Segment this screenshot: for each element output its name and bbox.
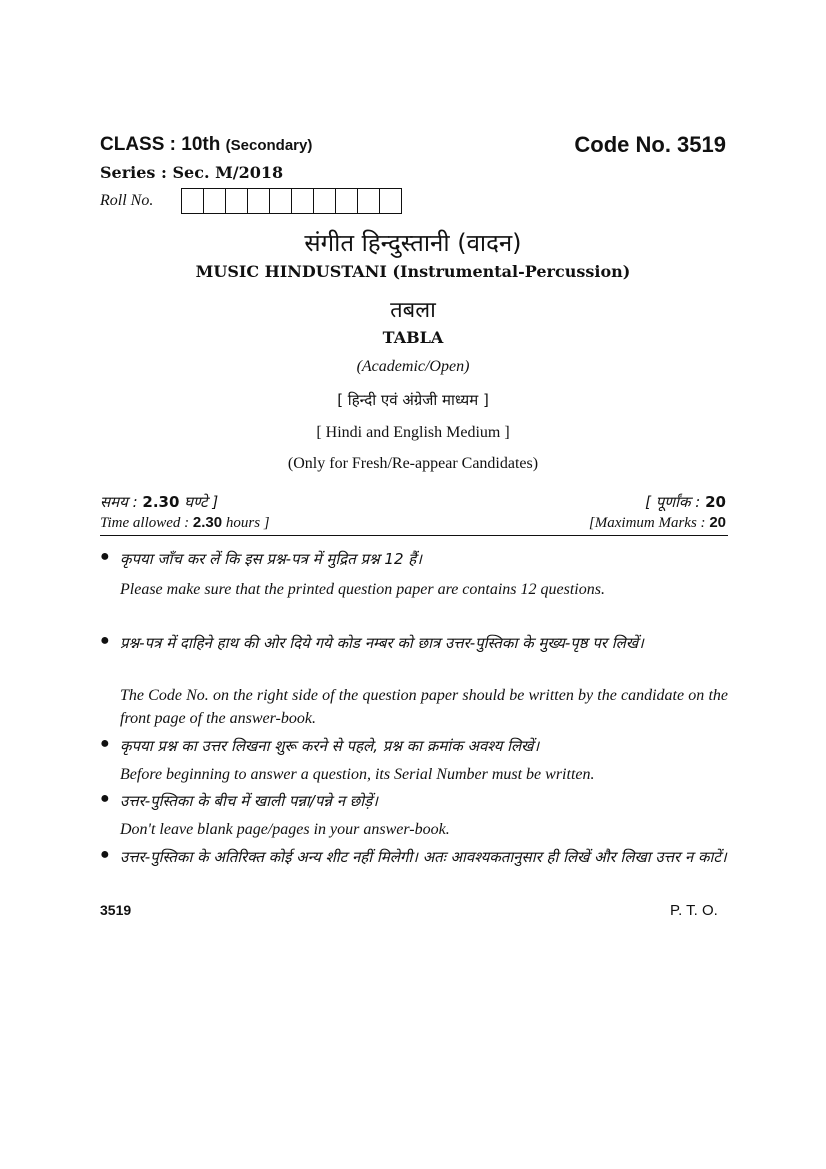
subject-title-english: MUSIC HINDUSTANI (Instrumental-Percussion) <box>195 262 631 281</box>
class-text: CLASS : 10th <box>100 134 221 155</box>
instruction-hindi: उत्तर-पुस्तिका के बीच में खाली पन्ना/पन्ने न छोड़ें। <box>120 792 378 810</box>
marks-hindi-value: 20 <box>705 493 726 511</box>
series-label: Series : Sec. M/2018 <box>100 163 284 182</box>
roll-box <box>336 189 358 213</box>
class-note: (Secondary) <box>225 137 313 154</box>
roll-box <box>292 189 314 213</box>
subject-title-hindi: संगीत हिन्दुस्तानी (वादन) <box>304 229 522 257</box>
roll-box <box>182 189 204 213</box>
time-english-value: 2.30 <box>192 514 223 531</box>
bullet-icon: ● <box>100 735 110 752</box>
class-label <box>100 134 312 156</box>
roll-box <box>204 189 226 213</box>
instruction-hindi: उत्तर-पुस्तिका के अतिरिक्त कोई अन्य शीट नहीं मिलेगी। अतः आवश्यकतानुसार ही लिखें और लिखा उत्तर न काटें। <box>120 848 727 866</box>
bullet-icon: ● <box>100 790 110 807</box>
header-row <box>100 134 726 160</box>
instruction-hindi: कृपया जाँच कर लें कि इस प्रश्न-पत्र में मुद्रित प्रश्न 12 हैं। <box>120 550 422 568</box>
marks-english-label: [Maximum Marks : <box>588 515 706 531</box>
time-marks-hindi <box>100 492 726 512</box>
medium-english: [ Hindi and English Medium ] <box>316 424 510 441</box>
bullet-icon: ● <box>100 846 110 863</box>
roll-number-boxes <box>181 188 402 214</box>
academic-label: (Academic/Open) <box>356 358 470 375</box>
instruction-english: Please make sure that the printed question paper are contains 12 questions. <box>120 581 605 598</box>
instruction-english: The Code No. on the right side of the question paper should be written by the candidate on the front page of the answer-book. <box>120 687 728 727</box>
time-hindi-value: 2.30 <box>142 493 180 511</box>
bullet-icon: ● <box>100 548 110 565</box>
roll-box <box>380 189 402 213</box>
roll-box <box>270 189 292 213</box>
marks-hindi-label: [ पूर्णांक : <box>645 493 701 511</box>
instrument-title-hindi: तबला <box>390 298 436 323</box>
roll-label: Roll No. <box>100 192 154 209</box>
instruction-english: Before beginning to answer a question, its Serial Number must be written. <box>120 766 595 783</box>
time-hindi-unit: घण्टे ] <box>184 493 219 511</box>
time-english-label: Time allowed : <box>100 515 190 531</box>
medium-hindi: [ हिन्दी एवं अंग्रेजी माध्यम ] <box>337 391 489 409</box>
instruction-hindi: प्रश्न-पत्र में दाहिने हाथ की ओर दिये गये कोड नम्बर को छात्र उत्तर-पुस्तिका के मुख्य-पृष्ठ पर लिखें। <box>120 634 644 652</box>
candidates-note: (Only for Fresh/Re-appear Candidates) <box>287 455 539 472</box>
bullet-icon: ● <box>100 632 110 649</box>
footer-pto: P. T. O. <box>670 902 718 919</box>
roll-box <box>248 189 270 213</box>
instrument-title-english: TABLA <box>382 328 444 347</box>
header-divider <box>100 535 728 536</box>
roll-box <box>358 189 380 213</box>
roll-box <box>314 189 336 213</box>
footer-code: 3519 <box>100 902 132 918</box>
time-marks-english <box>100 514 726 532</box>
instruction-hindi: कृपया प्रश्न का उत्तर लिखना शुरू करने से पहले, प्रश्न का क्रमांक अवश्य लिखें। <box>120 737 540 755</box>
code-number: Code No. 3519 <box>574 132 726 157</box>
roll-box <box>226 189 248 213</box>
time-hindi-label: समय : <box>100 493 138 511</box>
time-english-unit: hours ] <box>225 515 270 531</box>
marks-english-value: 20 <box>709 514 726 531</box>
instruction-english: Don't leave blank page/pages in your answer-book. <box>120 821 450 838</box>
